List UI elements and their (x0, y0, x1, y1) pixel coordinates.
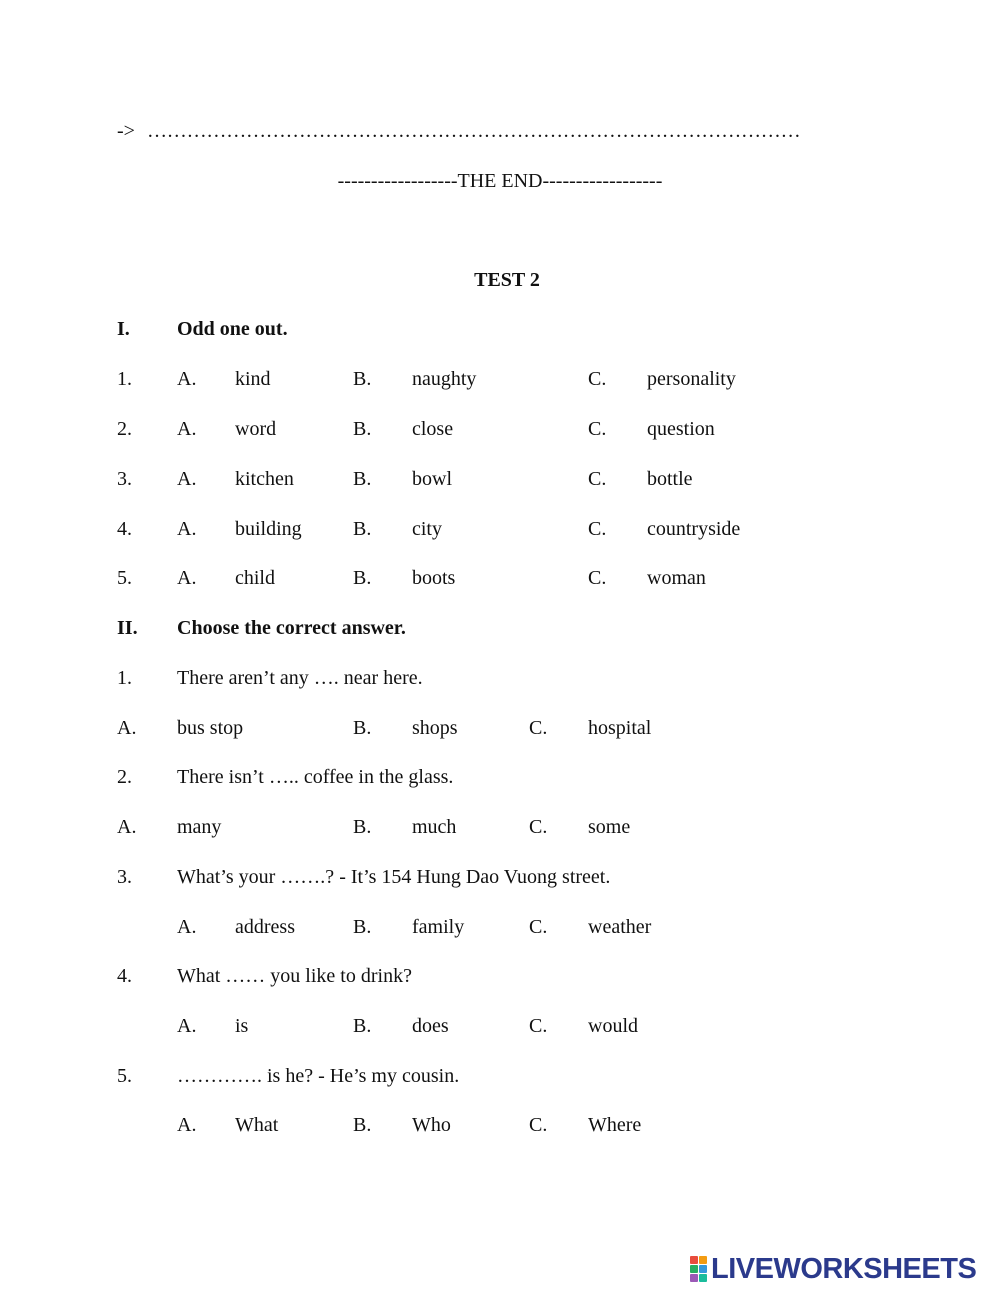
option-b-label: B. (353, 1015, 372, 1037)
option-c[interactable]: Where (588, 1114, 642, 1136)
question-text: …………. is he? - He’s my cousin. (177, 1065, 460, 1087)
option-c-label: C. (529, 916, 548, 938)
option-c[interactable]: would (588, 1015, 638, 1037)
option-b[interactable]: boots (412, 567, 456, 589)
option-b-label: B. (353, 468, 372, 490)
question-number: 3. (117, 866, 132, 888)
option-c[interactable]: woman (647, 567, 706, 589)
question-number: 4. (117, 965, 132, 987)
test-title: TEST 2 (474, 269, 540, 291)
option-a-label: A. (177, 368, 197, 390)
option-c-label: C. (529, 717, 548, 739)
option-c[interactable]: personality (647, 368, 736, 390)
option-b[interactable]: naughty (412, 368, 477, 390)
option-a[interactable]: child (235, 567, 275, 589)
option-c[interactable]: countryside (647, 518, 741, 540)
answer-arrow: -> (117, 120, 135, 142)
item-number: 3. (117, 468, 132, 490)
option-b[interactable]: much (412, 816, 457, 838)
option-c-label: C. (588, 418, 607, 440)
option-a-label: A. (177, 418, 197, 440)
option-a[interactable]: address (235, 916, 295, 938)
section-2-title: Choose the correct answer. (177, 617, 406, 639)
question-text: What’s your …….? - It’s 154 Hung Dao Vuong street. (177, 866, 611, 888)
option-a[interactable]: building (235, 518, 302, 540)
option-c-label: C. (588, 567, 607, 589)
item-number: 2. (117, 418, 132, 440)
question-text: There isn’t ….. coffee in the glass. (177, 766, 454, 788)
option-c[interactable]: bottle (647, 468, 693, 490)
item-number: 5. (117, 567, 132, 589)
option-c[interactable]: hospital (588, 717, 652, 739)
option-c[interactable]: question (647, 418, 715, 440)
option-b-label: B. (353, 816, 372, 838)
section-1-title: Odd one out. (177, 318, 288, 340)
question-text: What …… you like to drink? (177, 965, 412, 987)
item-number: 1. (117, 368, 132, 390)
option-c[interactable]: some (588, 816, 631, 838)
option-a-label: A. (177, 518, 197, 540)
option-b[interactable]: bowl (412, 468, 452, 490)
option-a-label: A. (177, 1015, 197, 1037)
option-c-label: C. (529, 1114, 548, 1136)
option-b-label: B. (353, 518, 372, 540)
brand-name: LIVEWORKSHEETS (711, 1252, 977, 1285)
option-b-label: B. (353, 916, 372, 938)
option-a[interactable]: kind (235, 368, 271, 390)
question-number: 5. (117, 1065, 132, 1087)
option-a[interactable]: bus stop (177, 717, 244, 739)
logo-block (699, 1265, 707, 1273)
option-a[interactable]: kitchen (235, 468, 294, 490)
option-b-label: B. (353, 418, 372, 440)
option-a[interactable]: word (235, 418, 277, 440)
option-b-label: B. (353, 1114, 372, 1136)
option-b-label: B. (353, 368, 372, 390)
option-b[interactable]: does (412, 1015, 449, 1037)
option-a-label: A. (117, 717, 137, 739)
option-b[interactable]: close (412, 418, 454, 440)
option-a-label: A. (117, 816, 137, 838)
option-a-label: A. (177, 1114, 197, 1136)
logo-block (690, 1256, 698, 1264)
option-a[interactable]: is (235, 1015, 249, 1037)
liveworksheets-logo-icon (690, 1256, 707, 1282)
option-c-label: C. (588, 518, 607, 540)
option-a-label: A. (177, 468, 197, 490)
item-number: 4. (117, 518, 132, 540)
liveworksheets-logo[interactable] (690, 1254, 976, 1284)
option-c[interactable]: weather (588, 916, 652, 938)
option-b[interactable]: city (412, 518, 442, 540)
the-end-divider: ------------------THE END------------------ (337, 170, 663, 192)
option-a-label: A. (177, 916, 197, 938)
option-a[interactable]: What (235, 1114, 279, 1136)
option-c-label: C. (588, 468, 607, 490)
option-c-label: C. (588, 368, 607, 390)
section-1-number: I. (117, 318, 130, 340)
logo-block (699, 1256, 707, 1264)
option-b[interactable]: shops (412, 717, 458, 739)
option-a-label: A. (177, 567, 197, 589)
option-c-label: C. (529, 1015, 548, 1037)
answer-dotted-line[interactable]: ……………………………………………………………………………………… (147, 120, 801, 142)
option-b[interactable]: Who (412, 1114, 451, 1136)
section-2-number: II. (117, 617, 138, 639)
logo-block (699, 1274, 707, 1282)
option-b-label: B. (353, 567, 372, 589)
question-number: 2. (117, 766, 132, 788)
option-c-label: C. (529, 816, 548, 838)
question-number: 1. (117, 667, 132, 689)
question-text: There aren’t any …. near here. (177, 667, 423, 689)
logo-block (690, 1274, 698, 1282)
option-b[interactable]: family (412, 916, 465, 938)
option-a[interactable]: many (177, 816, 222, 838)
logo-block (690, 1265, 698, 1273)
option-b-label: B. (353, 717, 372, 739)
